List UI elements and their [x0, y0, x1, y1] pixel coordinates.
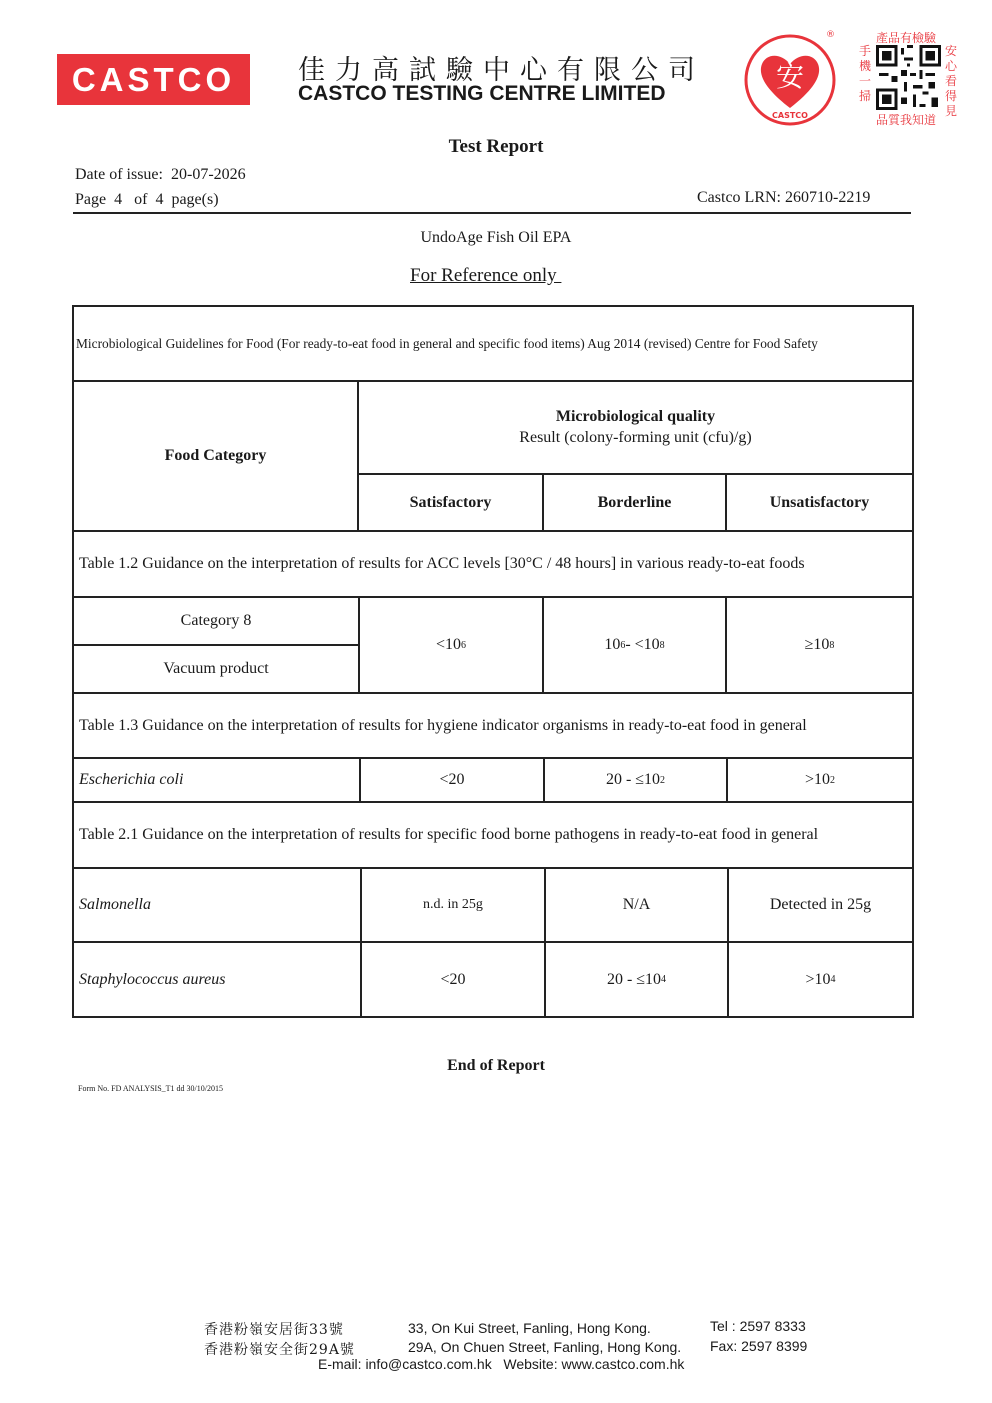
company-name-english: CASTCO TESTING CENTRE LIMITED — [298, 82, 666, 105]
lrn-label: Castco LRN: — [697, 189, 781, 206]
qr-code-icon[interactable] — [876, 45, 941, 110]
category-8-unsatisfactory — [727, 598, 912, 692]
qr-caption-top: 產品有檢驗 — [876, 31, 937, 45]
staph-aureus-label: Staphylococcus aureus — [79, 970, 226, 988]
footer-address-1-english: 33, On Kui Street, Fanling, Hong Kong. — [408, 1320, 651, 1336]
page-current: 4 — [114, 191, 123, 208]
page-total: 4 — [155, 191, 164, 208]
lrn-value: 260710-2219 — [785, 189, 871, 206]
castco-heart-seal-icon — [744, 34, 836, 126]
salmonella-borderline: N/A — [622, 896, 651, 913]
cat8-border-b-base: - <10 — [625, 636, 660, 653]
page-of: of — [134, 191, 148, 208]
ecoli-borderline — [545, 759, 726, 801]
date-value: 20-07-2026 — [170, 166, 246, 183]
form-number: Form No. FD ANALYSIS_T1 dd 30/10/2015 — [78, 1084, 223, 1093]
qr-caption-left: 手機一掃 — [858, 44, 871, 103]
registered-mark: ® — [826, 30, 835, 40]
staph-border-exp: 4 — [661, 974, 667, 985]
footer-address-1-chinese: 香港粉嶺安居街33號 — [204, 1322, 344, 1338]
company-name-chinese: 佳力高試驗中心有限公司 — [298, 55, 705, 86]
footer-tel: Tel : 2597 8333 — [710, 1318, 806, 1334]
footer-email-website[interactable]: E-mail: info@castco.com.hk Website: www.castco.com.hk — [318, 1356, 685, 1372]
borderline-header: Borderline — [597, 493, 672, 511]
ecoli-unsatisfactory — [728, 759, 912, 801]
guideline-title: Microbiological Guidelines for Food (For ready-to-eat food in general and specific food items) Aug 2014 (revised) Centre for Food Safety — [76, 335, 818, 351]
date-label: Date of issue: — [75, 166, 163, 183]
footer-address-2-english: 29A, On Chuen Street, Fanling, Hong Kong. — [408, 1339, 682, 1355]
cat8-unsat-base: ≥10 — [804, 636, 830, 653]
table-1-3-title: Table 1.3 Guidance on the interpretation of results for hygiene indicator organisms in ready-to-eat food in general — [79, 716, 807, 734]
page-suffix: page(s) — [171, 191, 219, 208]
ecoli-unsat-exp: 2 — [830, 774, 836, 786]
qr-caption-bottom: 品質我知道 — [876, 113, 937, 127]
footer-address-2-chinese: 香港粉嶺安全街29A號 — [204, 1342, 355, 1358]
end-of-report: End of Report — [447, 1057, 545, 1074]
ecoli-label: Escherichia coli — [79, 771, 184, 788]
cat8-sat-exp: 6 — [461, 639, 467, 651]
footer-fax: Fax: 2597 8399 — [710, 1338, 808, 1354]
ecoli-border-exp: 2 — [660, 774, 666, 786]
table-1-2-title: Table 1.2 Guidance on the interpretation of results for ACC levels [30°C / 48 hours] in various ready-to-eat foods — [79, 555, 805, 572]
salmonella-satisfactory: n.d. in 25g — [423, 897, 483, 912]
seal-text: CASTCO — [772, 111, 808, 120]
staph-aureus-satisfactory: <20 — [440, 970, 466, 988]
seal-char: 安 — [775, 60, 805, 93]
satisfactory-header: Satisfactory — [409, 493, 492, 511]
quality-subtitle: Result (colony-forming unit (cfu)/g) — [519, 429, 752, 446]
category-8-label: Category 8 — [180, 612, 252, 629]
food-category-header: Food Category — [164, 447, 267, 464]
report-title: Test Report — [448, 136, 544, 157]
salmonella-label: Salmonella — [79, 896, 151, 913]
table-2-1-title: Table 2.1 Guidance on the interpretation of results for specific food borne pathogens in ready-to-eat food in general — [79, 826, 819, 843]
cat8-unsat-exp: 8 — [829, 639, 835, 651]
category-8-borderline — [544, 598, 725, 692]
vacuum-product-label: Vacuum product — [163, 660, 269, 677]
reference-note: For Reference only — [410, 265, 562, 286]
header-rule — [73, 212, 911, 214]
ecoli-unsat-base: >10 — [804, 771, 831, 788]
quality-title: Microbiological quality — [555, 408, 716, 425]
castco-logo: CASTCO — [57, 54, 250, 105]
quality-header — [359, 382, 912, 473]
cat8-border-a-exp: 6 — [620, 639, 626, 651]
qr-caption-right: 安心看得見 — [944, 44, 957, 118]
ecoli-border-base: 20 - ≤10 — [605, 771, 661, 788]
cat8-border-a-base: 10 — [604, 636, 621, 653]
staph-aureus-unsatisfactory — [729, 943, 912, 1016]
cat8-border-b-exp: 8 — [659, 639, 665, 651]
castco-lrn — [697, 189, 870, 207]
staph-unsat-exp: 4 — [830, 974, 836, 985]
date-of-issue — [75, 166, 246, 184]
page-label: Page — [75, 191, 107, 208]
category-8-satisfactory — [360, 598, 542, 692]
page-indicator — [75, 191, 219, 209]
staph-aureus-borderline — [546, 943, 727, 1016]
staph-unsat-base: >10 — [805, 970, 831, 988]
salmonella-unsatisfactory: Detected in 25g — [769, 896, 872, 913]
ecoli-satisfactory: <20 — [439, 771, 465, 788]
cat8-sat-base: <10 — [435, 636, 462, 653]
unsatisfactory-header: Unsatisfactory — [769, 493, 870, 511]
product-name: UndoAge Fish Oil EPA — [420, 229, 572, 246]
staph-border-base: 20 - ≤10 — [606, 970, 662, 988]
